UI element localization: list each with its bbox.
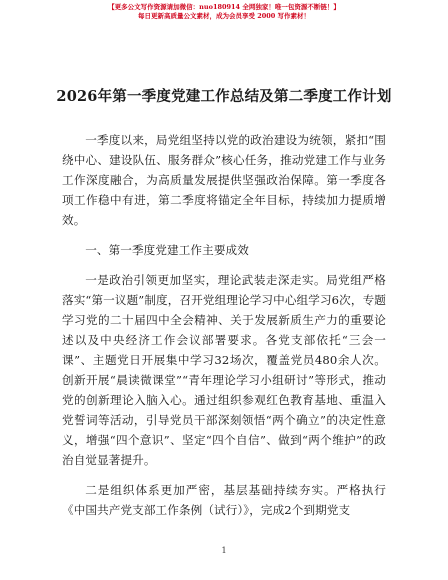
- intro-paragraph: 一季度以来，局党组坚持以党的政治建设为统领，紧扣“围绕中心、建设队伍、服务群众”核心任务，推动党建工作与业务工作深度融合，为高质量发展提供坚强政治保障。第一季度各项工作稳中有进，第二季度将锚定全年目标，持续加力提质增效。: [62, 133, 386, 227]
- page-number: 1: [221, 546, 227, 555]
- document-body: [62, 130, 386, 520]
- body-paragraph-1: 一是政治引领更加坚实，理论武装走深走实。局党组严格落实“第一议题”制度，召开党组理论学习中心组学习6次，专题学习党的二十届四中全会精神、关于发展新质生产力的重要论述以及中央经济工作会议部署要求。各党支部依托“三会一课”、主题党日开展集中学习32场次，覆盖党员480余人次。创新开展“晨读微课堂”“青年理论学习小组研讨”等形式，推动党的创新理论入脑入心。通过组织参观红色教育基地、重温入党誓词等活动，引导党员干部深刻领悟“两个确立”的决定性意义，增强“四个意识”、坚定“四个自信”、做到“两个维护”的政治自觉显著提升。: [62, 273, 386, 467]
- promo-banner: [0, 3, 448, 21]
- section-heading: 一、第一季度党建工作主要成效: [85, 243, 249, 257]
- promo-line-1: 【更多公文写作资源请加微信：nuo180914 全网独家！唯一包资源不断链！】: [108, 3, 340, 11]
- document-title: 2026年第一季度党建工作总结及第二季度工作计划: [56, 88, 392, 105]
- body-paragraph-2: 二是组织体系更加严密，基层基础持续夯实。严格执行《中国共产党支部工作条例（试行）》，完成2个到期党支: [62, 483, 386, 517]
- promo-line-2: 每日更新高质量公文素材，成为会员享受 2000 写作素材！: [137, 12, 311, 20]
